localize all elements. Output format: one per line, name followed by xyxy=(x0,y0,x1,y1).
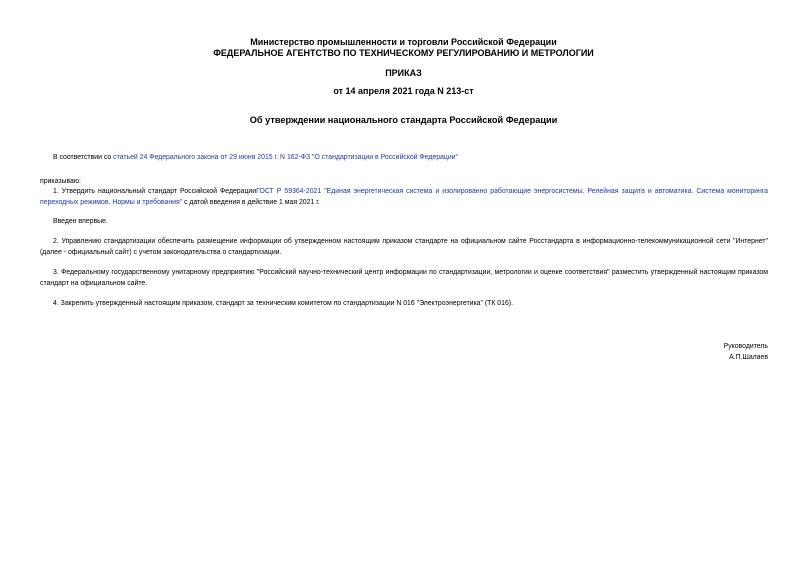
order-word: приказываю: xyxy=(40,178,81,185)
standard-link[interactable]: ГОСТ Р 59364-2021 "Единая энергетическая система и изолированно работающие энергосистемы. Релейная защита и автоматика. Система мониторинга переходных режимов. Нормы и требования" xyxy=(40,188,768,206)
paragraph-1 xyxy=(40,187,768,208)
signature-name: А.П.Шалаев xyxy=(729,354,768,361)
ministry-heading: Министерство промышленности и торговли Российской Федерации xyxy=(250,37,557,47)
agency-heading: ФЕДЕРАЛЬНОЕ АГЕНТСТВО ПО ТЕХНИЧЕСКОМУ РЕГУЛИРОВАНИЮ И МЕТРОЛОГИИ xyxy=(213,48,594,58)
document-title: Об утверждении национального стандарта Российской Федерации xyxy=(249,115,558,125)
document-date-number: от 14 апреля 2021 года N 213-ст xyxy=(333,86,474,96)
preamble xyxy=(40,153,768,164)
preamble-text: В соответствии со xyxy=(53,154,114,161)
paragraph-2: 2. Управлению стандартизации обеспечить размещение информации об утвержденном настоящим приказом стандарте на официальном сайте Росстандарта в информационно-телекоммуникационной сети "Интернет" (далее - официальный сайт) с учетом законодательства о стандартизации. xyxy=(40,238,768,256)
signature-position: Руководитель xyxy=(723,343,768,350)
law-link[interactable]: статьей 24 Федерального закона от 29 июня 2015 г. N 162-ФЗ "О стандартизации в Российской Федерации" xyxy=(113,154,458,161)
paragraph-3: 3. Федеральному государственному унитарному предприятию "Российский научно-технический центр информации по стандартизации, метрологии и оценке соответствия" разместить утвержденный настоящим приказом стандарт на официальном сайте. xyxy=(40,269,768,287)
introduced-note: Введен впервые. xyxy=(53,218,108,225)
paragraph-1-effective-date: с датой введения в действие 1 мая 2021 г. xyxy=(182,198,320,206)
paragraph-4: 4. Закрепить утвержденный настоящим приказом, стандарт за техническим комитетом по стандартизации N 016 "Электроэнергетика" (ТК 016). xyxy=(53,300,514,307)
document-type: ПРИКАЗ xyxy=(385,68,422,78)
paragraph-1-text: 1. Утвердить национальный стандарт Российской Федерации xyxy=(53,188,257,195)
